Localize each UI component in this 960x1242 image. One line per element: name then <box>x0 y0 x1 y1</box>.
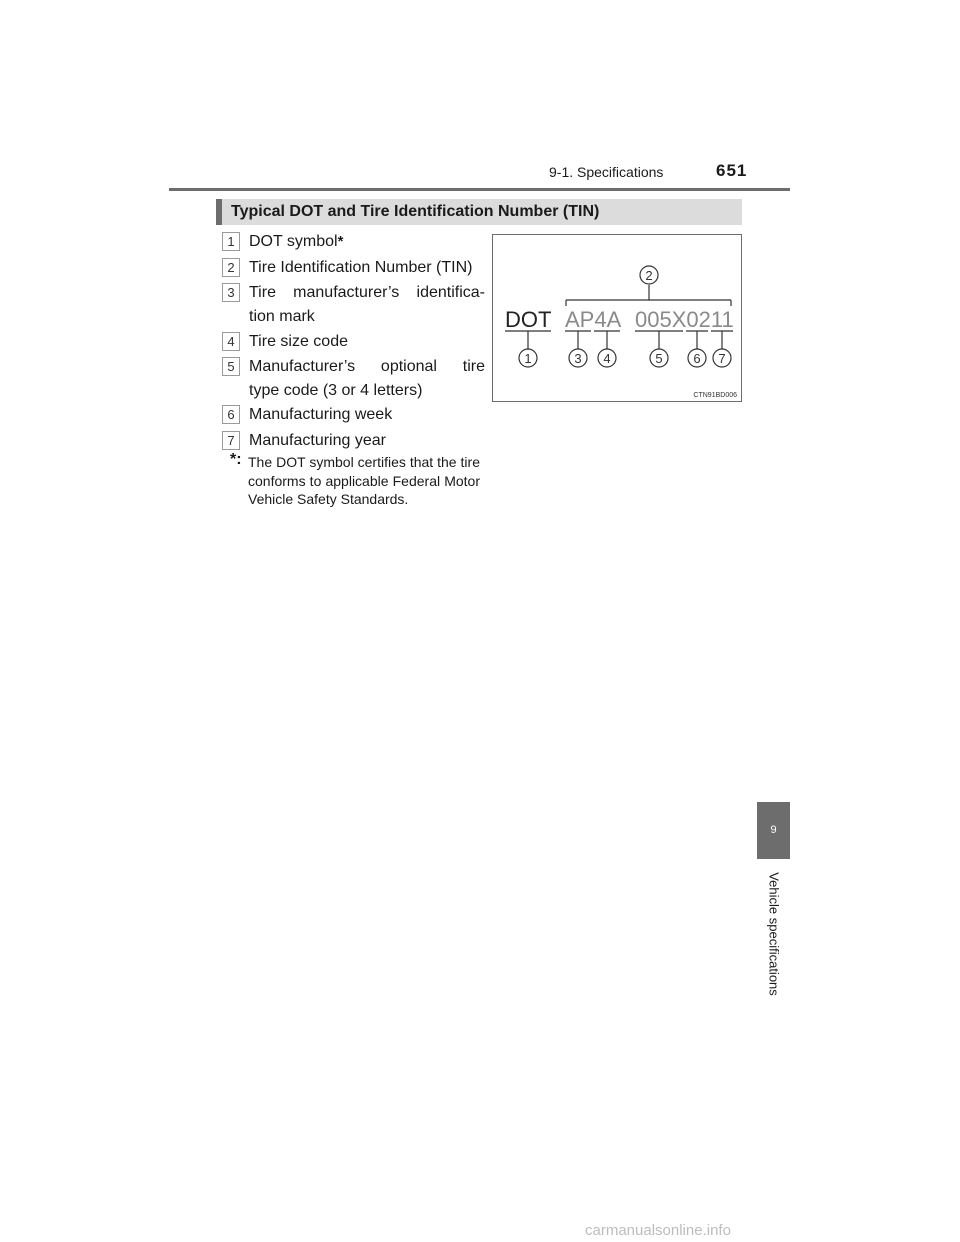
callout-1: 1 <box>524 351 532 366</box>
callout-5: 5 <box>655 351 663 366</box>
tin-diagram <box>493 235 743 403</box>
callout-2: 2 <box>645 268 653 283</box>
item-text <box>249 281 485 329</box>
header-divider <box>169 188 790 191</box>
item-number-badge: 3 <box>222 283 240 302</box>
item-number-badge: 6 <box>222 405 240 424</box>
item-text-line: type code (3 or 4 letters) <box>249 382 423 399</box>
item-text-line: Tire manufacturer’s identifica- <box>249 284 485 301</box>
chapter-label <box>764 869 784 999</box>
item-text-line: Manufacturer’s optional tire <box>249 358 485 375</box>
item-number-badge: 1 <box>222 232 240 251</box>
callout-3: 3 <box>574 351 582 366</box>
section-heading <box>216 199 742 225</box>
footnote-mark: *: <box>230 451 242 468</box>
tin-group-2: 005X0211 <box>635 307 734 332</box>
callout-4: 4 <box>603 351 611 366</box>
section-title: 9-1. Specifications <box>549 164 664 180</box>
section-heading-text: Typical DOT and Tire Identification Number (TIN) <box>231 203 600 220</box>
chapter-tab: 9 <box>757 802 790 859</box>
item-text: Tire size code <box>249 333 348 350</box>
item-text <box>249 230 485 254</box>
item-text <box>249 355 485 403</box>
page-number: 651 <box>716 161 748 180</box>
callout-7: 7 <box>718 351 726 366</box>
figure-code: CTN91BD006 <box>693 392 737 399</box>
footnote-text: The DOT symbol certifies that the tire conforms to applicable Federal Motor Vehicle Safety Standards. <box>248 454 480 507</box>
item-text: Manufacturing year <box>249 432 386 449</box>
watermark: carmanualsonline.info <box>585 1222 731 1239</box>
item-number-badge: 2 <box>222 258 240 277</box>
dot-text: DOT <box>505 307 552 332</box>
item-label: DOT symbol <box>249 233 338 250</box>
tin-figure <box>492 234 742 402</box>
tin-group-1: AP4A <box>565 307 622 332</box>
callout-6: 6 <box>693 351 701 366</box>
item-text: Manufacturing week <box>249 406 393 423</box>
item-number-badge: 4 <box>222 332 240 351</box>
chapter-label-text: Vehicle specifications <box>766 872 782 996</box>
footnote-star: * <box>337 233 344 250</box>
item-number-badge: 5 <box>222 357 240 376</box>
item-text: Tire Identification Number (TIN) <box>249 259 473 276</box>
item-text-line: tion mark <box>249 308 315 325</box>
item-number-badge: 7 <box>222 431 240 450</box>
